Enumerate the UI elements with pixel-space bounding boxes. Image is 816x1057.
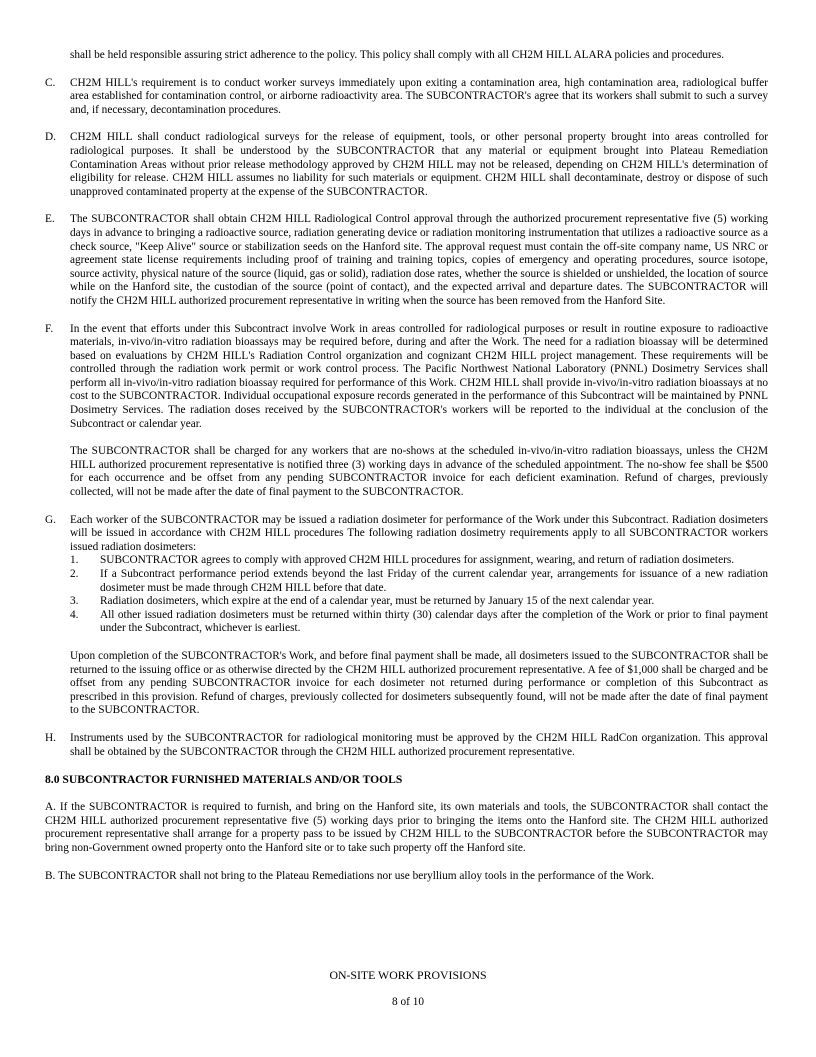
numbered-item-text: If a Subcontract performance period extends beyond the last Friday of the current calendar year, arrangements for issuance of a new radiation dosimeter must be made through CH2M HILL before that date. bbox=[100, 568, 768, 594]
item-label: E. bbox=[45, 213, 55, 226]
numbered-item-text: All other issued radiation dosimeters must be returned within thirty (30) calendar days after the completion of the Work or prior to final payment under the Subcontract, whichever is earliest. bbox=[100, 608, 768, 635]
list-item-h bbox=[45, 732, 768, 759]
item-label: C. bbox=[45, 76, 56, 89]
section-paragraph-a: A. If the SUBCONTRACTOR is required to furnish, and bring on the Hanford site, its own materials and tools, the SUBCONTRACTOR shall contact the CH2M HILL authorized procurement representative five (5) working days prior to bringing the items onto the Hanford site. The CH2M HILL authorized procurement representative shall arrange for a property pass to be issued by CH2M HILL to the SUBCONTRACTOR before the SUBCONTRACTOR may bring non-Government owned property onto the Hanford site or to take such property off the Hanford site. bbox=[45, 801, 768, 854]
item-text: The SUBCONTRACTOR shall obtain CH2M HILL Radiological Control approval through the authorized procurement representative five (5) working days in advance to bringing a radioactive source, radiation generating device or radiation monitoring instrumentation that utilizes a radioactive source as a check source, "Keep Alive" source or stabilization seeds on the Hanford site. The approval request must contain the off-site company name, US NRC or agreement state license requirements including proof of training and training topics, copies of emergency and operating procedures, source isotope, source activity, physical nature of the source (liquid, gas or solid), radiation dose rates, whether the source is shielded or unshielded, the location of source while on the Hanford site, the custodian of the source (point of contact), and the expected arrival and departure dates. The SUBCONTRACTOR will notify the CH2M HILL authorized procurement representative in writing when the source has been removed from the Hanford Site. bbox=[70, 213, 768, 307]
section-paragraph-b: B. The SUBCONTRACTOR shall not bring to the Plateau Remediations nor use beryllium alloy tools in the performance of the Work. bbox=[45, 869, 655, 882]
numbered-item-label: 2. bbox=[70, 568, 79, 580]
numbered-item-3 bbox=[70, 595, 768, 609]
item-label: D. bbox=[45, 131, 56, 144]
list-item-g bbox=[45, 514, 768, 718]
page-number: 8 of 10 bbox=[391, 995, 424, 1008]
numbered-item-2 bbox=[70, 568, 768, 595]
item-body bbox=[70, 732, 768, 759]
item-body bbox=[70, 323, 768, 500]
list-item-e bbox=[45, 213, 768, 308]
item-text: Instruments used by the SUBCONTRACTOR for radiological monitoring must be approved by the CH2M HILL RadCon organization. This approval shall be obtained by the SUBCONTRACTOR through the CH2M HILL authorized procurement representative. bbox=[70, 731, 768, 758]
list-item-f bbox=[45, 323, 768, 500]
item-extra-paragraph: The SUBCONTRACTOR shall be charged for any workers that are no-shows at the scheduled in-vivo/in-vitro radiation bioassays, unless the CH2M HILL authorized procurement representative is notified three (3) working days in advance of the scheduled appointment. The no-show fee shall be $500 for each occurrence and be offset from any pending SUBCONTRACTOR invoice for each deficient examination. Refund of charges, previously collected, will not be made after the date of final payment to the SUBCONTRACTOR. bbox=[70, 445, 768, 499]
item-body bbox=[70, 213, 768, 308]
numbered-item-label: 4. bbox=[70, 608, 79, 621]
list-item-d bbox=[45, 131, 768, 199]
item-body bbox=[70, 514, 768, 718]
item-text: In the event that efforts under this Subcontract involve Work in areas controlled for radiological purposes or result in routine exposure to radioactive materials, in-vivo/in-vitro radiation bioassays may be required before, during and after the Work. The need for a radiation bioassay will be determined based on evaluations by CH2M HILL's Radiation Control organization and cognizant CH2M HILL project management. These requirements will be controlled through the radiation work permit or work control process. The Pacific Northwest National Laboratory (PNNL) Dosimetry Services shall perform all in-vivo/in-vitro radiation bioassay required for performance of this Work. CH2M HILL shall provide in-vivo/in-vitro radiation bioassays at no cost to the SUBCONTRACTOR. Individual occupational exposure records generated in the performance of this Subcontract will be maintained by PNNL Dosimetry Services. The radiation doses received by the SUBCONTRACTOR's workers will be reported to the individual at the conclusion of the Subcontract or calendar year. bbox=[70, 322, 768, 430]
item-label: H. bbox=[45, 731, 56, 744]
item-label: F. bbox=[45, 322, 54, 335]
numbered-item-text: SUBCONTRACTOR agrees to comply with approved CH2M HILL procedures for assignment, wearing, and return of radiation dosimeters. bbox=[100, 554, 735, 567]
item-text: CH2M HILL's requirement is to conduct worker surveys immediately upon exiting a contamination area, high contamination area, radiological buffer area established for contamination control, or airborne radioactivity area. The SUBCONTRACTOR's agree that its workers shall submit to such a survey and, if necessary, decontamination procedures. bbox=[70, 76, 768, 116]
numbered-item-label: 1. bbox=[70, 554, 79, 567]
footer-title: ON-SITE WORK PROVISIONS bbox=[329, 968, 487, 982]
numbered-item-text: Radiation dosimeters, which expire at the end of a calendar year, must be returned by January 15 of the next calendar year. bbox=[100, 595, 655, 608]
numbered-item-1 bbox=[70, 554, 768, 568]
item-text: Each worker of the SUBCONTRACTOR may be issued a radiation dosimeter for performance of the Work under this Subcontract. Radiation dosimeters will be issued in accordance with CH2M HILL procedures The following radiation dosimetry requirements apply to all SUBCONTRACTOR workers issued radiation dosimeters: bbox=[70, 513, 768, 553]
section-heading: 8.0 SUBCONTRACTOR FURNISHED MATERIALS AND/OR TOOLS bbox=[45, 773, 403, 787]
list-item-c bbox=[45, 77, 768, 118]
intro-paragraph: shall be held responsible assuring strict adherence to the policy. This policy shall comply with all CH2M HILL ALARA policies and procedures. bbox=[70, 49, 725, 61]
item-body bbox=[70, 131, 768, 199]
page-footer bbox=[0, 969, 816, 1009]
item-extra-paragraph: Upon completion of the SUBCONTRACTOR's Work, and before final payment shall be made, all dosimeters issued to the SUBCONTRACTOR shall be returned to the issuing office or as otherwise directed by the CH2M HILL authorized procurement representative. A fee of $1,000 shall be charged and be offset from any pending SUBCONTRACTOR invoice for each dosimeter not returned during performance or completion of this Subcontract as prescribed in this provision. Refund of charges, previously collected for dosimeters subsequently found, will not be made after the date of final payment to the SUBCONTRACTOR. bbox=[70, 649, 768, 717]
item-label: G. bbox=[45, 513, 56, 526]
numbered-item-4 bbox=[70, 609, 768, 636]
numbered-item-label: 3. bbox=[70, 595, 79, 608]
item-body bbox=[70, 77, 768, 118]
item-text: CH2M HILL shall conduct radiological surveys for the release of equipment, tools, or other personal property brought into areas controlled for radiological purposes. It shall be understood by the SUBCONTRACTOR that any material or equipment brought into Plateau Remediation Contamination Areas without prior release methodology approved by CH2M HILL may not be released, depending on CH2M HILL's determination of eligibility for release. CH2M HILL assumes no liability for such materials or equipment. CH2M HILL shall decontaminate, destroy or dispose of such unapproved contaminated property at the expense of the SUBCONTRACTOR. bbox=[70, 131, 768, 198]
